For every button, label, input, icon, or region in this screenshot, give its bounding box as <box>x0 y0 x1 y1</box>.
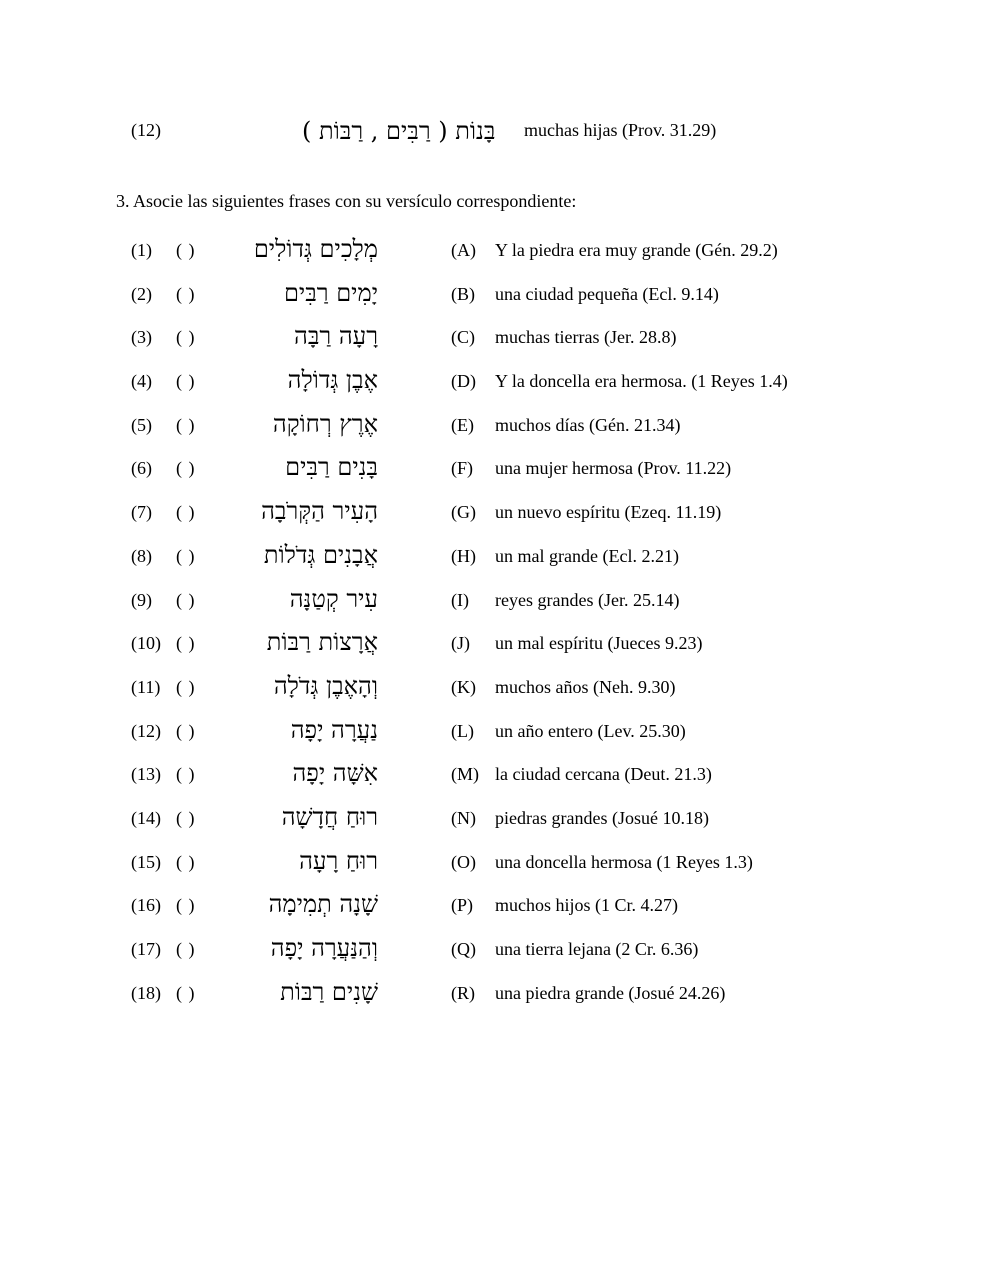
matching-row <box>0 366 990 410</box>
verse-letter: (N) <box>451 807 476 828</box>
verse-letter: (A) <box>451 240 476 260</box>
hebrew-phrase: בָּנִים רַבִּים <box>285 453 378 482</box>
answer-blank[interactable]: ( ) <box>176 676 196 697</box>
verse-text: una tierra lejana (2 Cr. 6.36) <box>495 939 699 959</box>
answer-blank[interactable]: ( ) <box>176 240 196 260</box>
hebrew-phrase: אֶרֶץ רְחוֹקָה <box>272 409 378 438</box>
hebrew-phrase: נַעֲרָה יָפָה <box>290 715 378 744</box>
phrase-number: (1) <box>131 240 152 260</box>
answer-blank[interactable]: ( ) <box>176 764 196 785</box>
hebrew-phrase: רוּחַ רָעָה <box>299 846 378 875</box>
phrase-number: (16) <box>131 895 161 916</box>
verse-text: un año entero (Lev. 25.30) <box>495 720 686 741</box>
hebrew-phrase: שָׁנִים רַבּוֹת <box>280 977 378 1006</box>
matching-list <box>0 235 990 1021</box>
phrase-number: (10) <box>131 633 161 654</box>
answer-blank[interactable]: ( ) <box>176 633 196 654</box>
answer-blank[interactable]: ( ) <box>176 982 196 1003</box>
verse-letter: (M) <box>451 764 479 785</box>
answer-blank[interactable]: ( ) <box>176 371 196 392</box>
phrase-number: (8) <box>131 545 152 566</box>
hebrew-phrase: אֲרָצוֹת רַבּוֹת <box>266 628 378 657</box>
previous-exercise-item <box>0 117 990 147</box>
verse-letter: (P) <box>451 895 473 916</box>
phrase-number: (11) <box>131 676 161 697</box>
answer-blank[interactable]: ( ) <box>176 807 196 828</box>
phrase-number: (15) <box>131 851 161 872</box>
matching-row <box>0 890 990 934</box>
phrase-number: (2) <box>131 283 152 304</box>
phrase-number: (14) <box>131 807 161 828</box>
matching-row <box>0 978 990 1022</box>
verse-text: Y la doncella era hermosa. (1 Reyes 1.4) <box>495 371 788 392</box>
verse-letter: (D) <box>451 371 476 392</box>
answer-blank[interactable]: ( ) <box>176 851 196 872</box>
answer-blank[interactable]: ( ) <box>176 283 196 304</box>
verse-letter: (Q) <box>451 939 476 959</box>
matching-row <box>0 672 990 716</box>
answer-blank[interactable]: ( ) <box>176 458 196 479</box>
answer-blank[interactable]: ( ) <box>176 939 196 959</box>
verse-letter: (K) <box>451 676 476 697</box>
verse-text: Y la piedra era muy grande (Gén. 29.2) <box>495 240 778 260</box>
verse-text: una ciudad pequeña (Ecl. 9.14) <box>495 283 719 304</box>
verse-text: un nuevo espíritu (Ezeq. 11.19) <box>495 502 722 523</box>
phrase-number: (12) <box>131 720 161 741</box>
verse-letter: (G) <box>451 502 476 523</box>
exercise-instruction: 3. Asocie las siguientes frases con su versículo correspondiente: <box>116 191 577 211</box>
verse-letter: (R) <box>451 982 475 1003</box>
answer-blank[interactable]: ( ) <box>176 327 196 348</box>
verse-text: una doncella hermosa (1 Reyes 1.3) <box>495 851 753 872</box>
matching-row <box>0 716 990 760</box>
verse-text: reyes grandes (Jer. 25.14) <box>495 589 680 610</box>
hebrew-phrase: אִשָּׁה יָפָה <box>292 759 378 788</box>
verse-letter: (E) <box>451 414 474 435</box>
hebrew-phrase: אֶבֶן גְּדוֹלָה <box>287 366 378 395</box>
hebrew-phrase: יָמִים רַבִּים <box>283 278 378 307</box>
matching-row <box>0 934 990 978</box>
phrase-number: (7) <box>131 502 152 523</box>
matching-row <box>0 410 990 454</box>
hebrew-phrase: רוּחַ חֲדָשָׁה <box>281 802 378 831</box>
verse-letter: (H) <box>451 545 476 566</box>
verse-text: muchos días (Gén. 21.34) <box>495 414 681 435</box>
item-number: (12) <box>131 120 161 140</box>
verse-letter: (J) <box>451 633 470 654</box>
verse-text: muchos años (Neh. 9.30) <box>495 676 676 697</box>
phrase-number: (13) <box>131 764 161 785</box>
verse-text: muchos hijos (1 Cr. 4.27) <box>495 895 678 916</box>
verse-text: una mujer hermosa (Prov. 11.22) <box>495 458 732 479</box>
hebrew-phrase: בָּנוֹת ( רַבִּים , רַבּוֹת ) <box>302 117 496 145</box>
verse-text: una piedra grande (Josué 24.26) <box>495 982 726 1003</box>
matching-row <box>0 235 990 279</box>
matching-row <box>0 847 990 891</box>
phrase-number: (4) <box>131 371 152 392</box>
answer-blank[interactable]: ( ) <box>176 720 196 741</box>
matching-row <box>0 453 990 497</box>
verse-letter: (O) <box>451 851 476 872</box>
verse-text: un mal espíritu (Jueces 9.23) <box>495 633 703 654</box>
hebrew-phrase: רָעָה רַבָּה <box>294 322 378 351</box>
verse-text: piedras grandes (Josué 10.18) <box>495 807 709 828</box>
matching-row <box>0 628 990 672</box>
phrase-number: (18) <box>131 982 161 1003</box>
matching-row <box>0 541 990 585</box>
phrase-number: (6) <box>131 458 152 479</box>
hebrew-phrase: מְלָכִים גְּדוֹלִים <box>253 235 378 263</box>
phrase-number: (3) <box>131 327 152 348</box>
verse-text: muchas tierras (Jer. 28.8) <box>495 327 677 348</box>
matching-row <box>0 759 990 803</box>
phrase-number: (5) <box>131 414 152 435</box>
matching-row <box>0 803 990 847</box>
answer-blank[interactable]: ( ) <box>176 895 196 916</box>
matching-row <box>0 279 990 323</box>
verse-text: la ciudad cercana (Deut. 21.3) <box>495 764 712 785</box>
verse-letter: (B) <box>451 283 475 304</box>
verse-letter: (C) <box>451 327 475 348</box>
answer-blank[interactable]: ( ) <box>176 589 196 610</box>
answer-blank[interactable]: ( ) <box>176 414 196 435</box>
hebrew-phrase: עִיר קְטַנָּה <box>289 584 378 613</box>
matching-row <box>0 322 990 366</box>
spanish-gloss: muchas hijas (Prov. 31.29) <box>524 120 717 140</box>
hebrew-phrase: וְהַנַּעֲרָה יָפָה <box>270 934 378 962</box>
verse-letter: (I) <box>451 589 469 610</box>
verse-letter: (L) <box>451 720 474 741</box>
answer-blank[interactable]: ( ) <box>176 502 196 523</box>
matching-row <box>0 497 990 541</box>
hebrew-phrase: אֲבָנִים גְּדֹלוֹת <box>263 540 378 569</box>
phrase-number: (9) <box>131 589 152 610</box>
phrase-number: (17) <box>131 939 161 959</box>
answer-blank[interactable]: ( ) <box>176 545 196 566</box>
hebrew-phrase: וְהָאֶבֶן גְּדֹלָה <box>273 671 378 700</box>
matching-row <box>0 585 990 629</box>
hebrew-phrase: שָׁנָה תְמִימָה <box>268 890 378 919</box>
verse-text: un mal grande (Ecl. 2.21) <box>495 545 679 566</box>
verse-letter: (F) <box>451 458 473 479</box>
hebrew-phrase: הָעִיר הַקְּרֹבָה <box>261 497 378 526</box>
